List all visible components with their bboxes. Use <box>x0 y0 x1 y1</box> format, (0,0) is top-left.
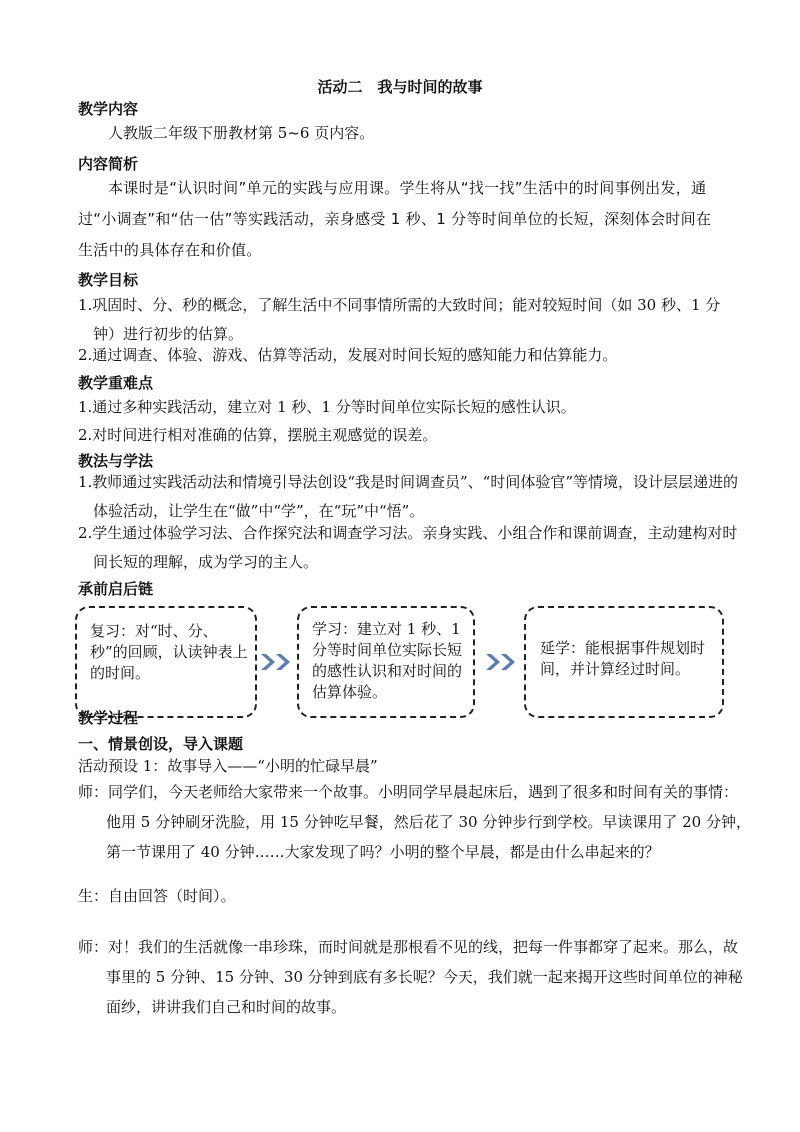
chevron-right-icon <box>260 653 292 671</box>
heading-teaching-goals: 教学目标 <box>78 271 139 289</box>
student-line-1: 生：自由回答（时间）。 <box>78 887 236 905</box>
heading-methods: 教法与学法 <box>78 452 154 470</box>
review-box-text: 复习：对“时、分、秒”的回顾，认读钟表上的时间。 <box>90 622 248 682</box>
method-item-2: 2.学生通过体验学习法、合作探究法和调查学习法。亲身实践、小组合作和课前调查，主动建构对时间长短的理解，成为学习的主人。 <box>78 524 738 571</box>
teacher-line-1: 师：同学们，今天老师给大家带来一个故事。小明同学早晨起床后，遇到了很多和时间有关的事情：他用 5 分钟刷牙洗脸，用 15 分钟吃早餐，然后花了 30 分钟步行到学校。早读课用了 20 分钟，第一节课用了 40 分钟……大家发现了吗？小明的整个早晨，都是由什么串起来的？ <box>78 783 751 861</box>
key-point-item-1: 1.通过多种实践活动，建立对 1 秒、1 分等时间单位实际长短的感性认识。 <box>78 398 576 416</box>
goal-item-2: 2.通过调查、体验、游戏、估算等活动，发展对时间长短的感知能力和估算能力。 <box>78 346 618 364</box>
heading-content-analysis: 内容简析 <box>78 155 139 173</box>
extension-box-text: 延学：能根据事件规划时间，并计算经过时间。 <box>540 639 706 678</box>
heading-key-points: 教学重难点 <box>78 374 154 392</box>
heading-teaching-content: 教学内容 <box>78 100 139 118</box>
content-analysis-text: 本课时是“认识时间”单元的实践与应用课。学生将从“找一找”生活中的时间事例出发，通过“小调查”和“估一估”等实践活动，亲身感受 1 秒、1 分等时间单位的长短，深刻体会时间在生活中的具体存在和价值。 <box>78 179 712 259</box>
teacher-line-2: 师：对！我们的生活就像一串珍珠，而时间就是那根看不见的线，把每一件事都穿了起来。那么，故事里的 5 分钟、15 分钟、30 分钟到底有多长呢？今天，我们就一起来揭开这些时间单位的神秘面纱，讲讲我们自己和时间的故事。 <box>78 938 743 1016</box>
method-item-1: 1.教师通过实践活动法和情境引导法创设“我是时间调查员”、“时间体验官”等情境，设计层层递进的体验活动，让学生在“做”中“学”，在“玩”中“悟”。 <box>78 473 738 520</box>
heading-link-chain: 承前启后链 <box>78 580 154 598</box>
key-point-item-2: 2.对时间进行相对准确的估算，摆脱主观感觉的误差。 <box>78 426 438 444</box>
goal-item-1: 1.巩固时、分、秒的概念，了解生活中不同事情所需的大致时间；能对较短时间（如 30 秒、1 分钟）进行初步的估算。 <box>78 296 721 343</box>
section-subheading: 一、情景创设，导入课题 <box>78 735 244 753</box>
teaching-content-text: 人教版二年级下册教材第 5~6 页内容。 <box>108 124 375 142</box>
activity-preset: 活动预设 1：故事导入——“小明的忙碌早晨” <box>78 757 378 775</box>
learning-box-text: 学习：建立对 1 秒、1 分等时间单位实际长短的感性认识和对时间的估算体验。 <box>312 620 463 701</box>
page-title: 活动二 我与时间的故事 <box>317 78 483 96</box>
chevron-right-icon <box>485 653 517 671</box>
heading-teaching-process: 教学过程 <box>78 709 139 727</box>
